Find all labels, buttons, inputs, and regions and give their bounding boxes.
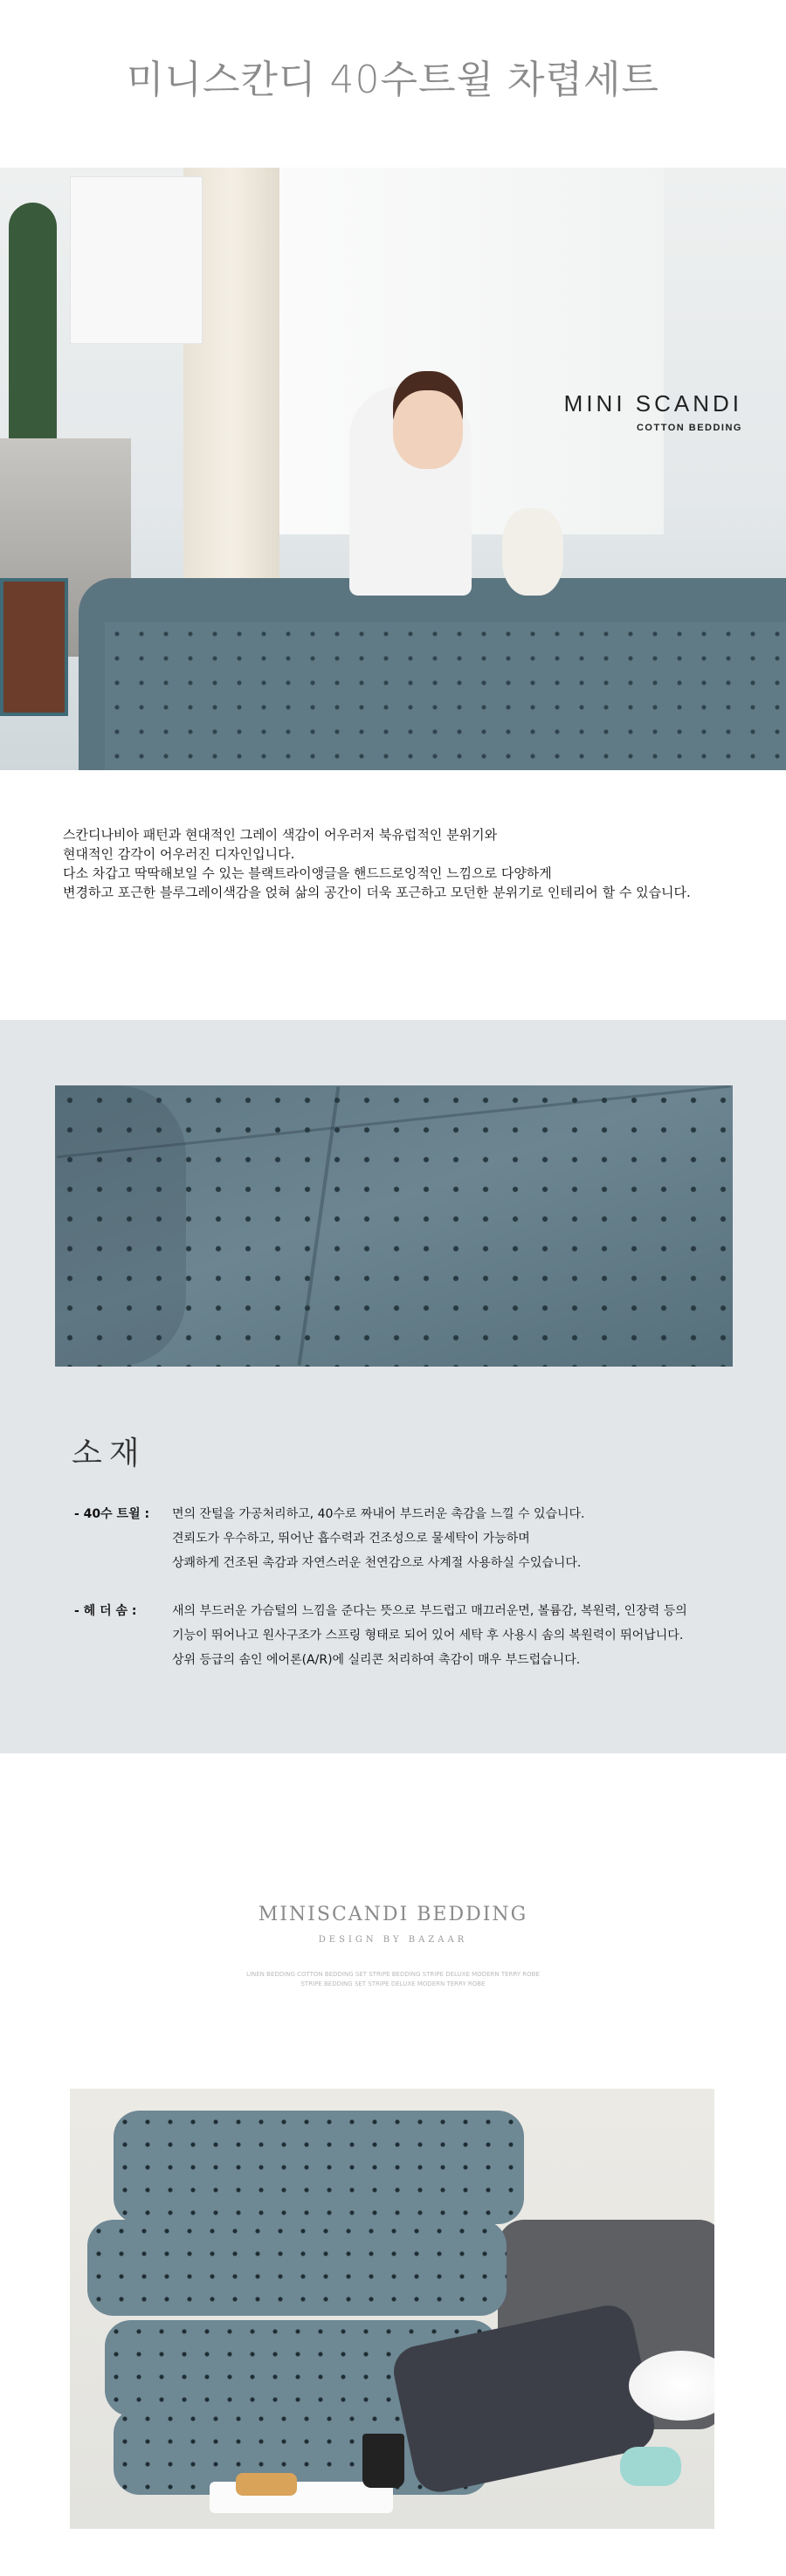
page-title: 미니스칸디 40수트윌 차렵세트 bbox=[126, 58, 659, 102]
spec-label: - 40수 트윌 : bbox=[74, 1507, 150, 1521]
dog-figure bbox=[502, 508, 563, 596]
cactus-plant bbox=[9, 203, 57, 447]
description-line: 현대적인 감각이 어우러진 디자인입니다. bbox=[63, 846, 295, 862]
hero-photo bbox=[0, 168, 786, 770]
spec-text bbox=[172, 1599, 783, 1672]
pillow-middle bbox=[87, 2220, 507, 2316]
material-title: 소재 bbox=[72, 1436, 147, 1471]
coffee-cup bbox=[362, 2434, 404, 2488]
description-line: 다소 차갑고 딱딱해보일 수 있는 블랙트라이앵글을 핸드드로잉적인 느낌으로 다양하게 bbox=[63, 865, 552, 881]
spec-line: 새의 부드러운 가슴털의 느낌을 준다는 뜻으로 부드럽고 매끄러운면, 볼륨감, 복원력, 인장력 등의 bbox=[172, 1604, 687, 1618]
spec-line: 상위 등급의 솜인 에어론(A/R)에 실리콘 처리하여 촉감이 매우 부드럽습니다. bbox=[172, 1653, 581, 1667]
pillow-stack-photo bbox=[70, 2089, 714, 2529]
woman-head bbox=[393, 390, 463, 469]
brand-section-title: MINISCANDI BEDDING bbox=[258, 1904, 528, 1925]
hero-brand bbox=[564, 390, 742, 433]
phone-decor bbox=[620, 2447, 681, 2486]
spec-text bbox=[172, 1502, 783, 1575]
material-section bbox=[0, 1020, 786, 1753]
hero-brand-sub: COTTON BEDDING bbox=[636, 423, 742, 433]
product-description bbox=[63, 825, 744, 902]
fine-print-line: STRIPE BEDDING SET STRIPE DELUXE MODERN TERRY ROBE bbox=[300, 1980, 486, 1987]
spec-line: 견뢰도가 우수하고, 뛰어난 흡수력과 건조성으로 물세탁이 가능하며 bbox=[172, 1532, 530, 1546]
quilt-fold bbox=[55, 1085, 186, 1367]
brand-section-subtitle: DESIGN BY BAZAAR bbox=[318, 1935, 468, 1945]
description-line: 스칸디나비아 패턴과 현대적인 그레이 색감이 어우러저 북유럽적인 분위기와 bbox=[63, 827, 498, 843]
fine-print-line: LINEN BEDDING COTTON BEDDING SET STRIPE BEDDING STRIPE DELUXE MODERN TERRY ROBE bbox=[246, 1971, 540, 1978]
fabric-swatch-photo bbox=[55, 1085, 733, 1367]
description-line: 변경하고 포근한 블루그레이색감을 얹혀 삶의 공간이 더욱 포근하고 모던한 분위기로 인테리어 할 수 있습니다. bbox=[63, 885, 691, 900]
spec-label: - 헤 더 솜 : bbox=[74, 1604, 137, 1618]
picture-frame bbox=[0, 578, 68, 716]
spec-line: 기능이 뛰어나고 원사구조가 스프링 형태로 되어 있어 세탁 후 사용시 솜의 복원력이 뛰어납니다. bbox=[172, 1629, 684, 1643]
pillow-top bbox=[114, 2111, 524, 2224]
spec-line: 상쾌하게 건조된 촉감과 자연스러운 천연감으로 사계절 사용하실 수있습니다. bbox=[172, 1556, 582, 1570]
hanging-shirt bbox=[70, 176, 203, 344]
hero-brand-main: MINI SCANDI bbox=[563, 390, 742, 417]
brand-section-fine-print bbox=[0, 1970, 786, 1989]
waffle bbox=[236, 2473, 297, 2496]
quilt-pattern bbox=[105, 622, 786, 770]
spec-line: 면의 잔털을 가공처리하고, 40수로 짜내어 부드러운 촉감을 느낄 수 있습니다. bbox=[172, 1507, 585, 1521]
